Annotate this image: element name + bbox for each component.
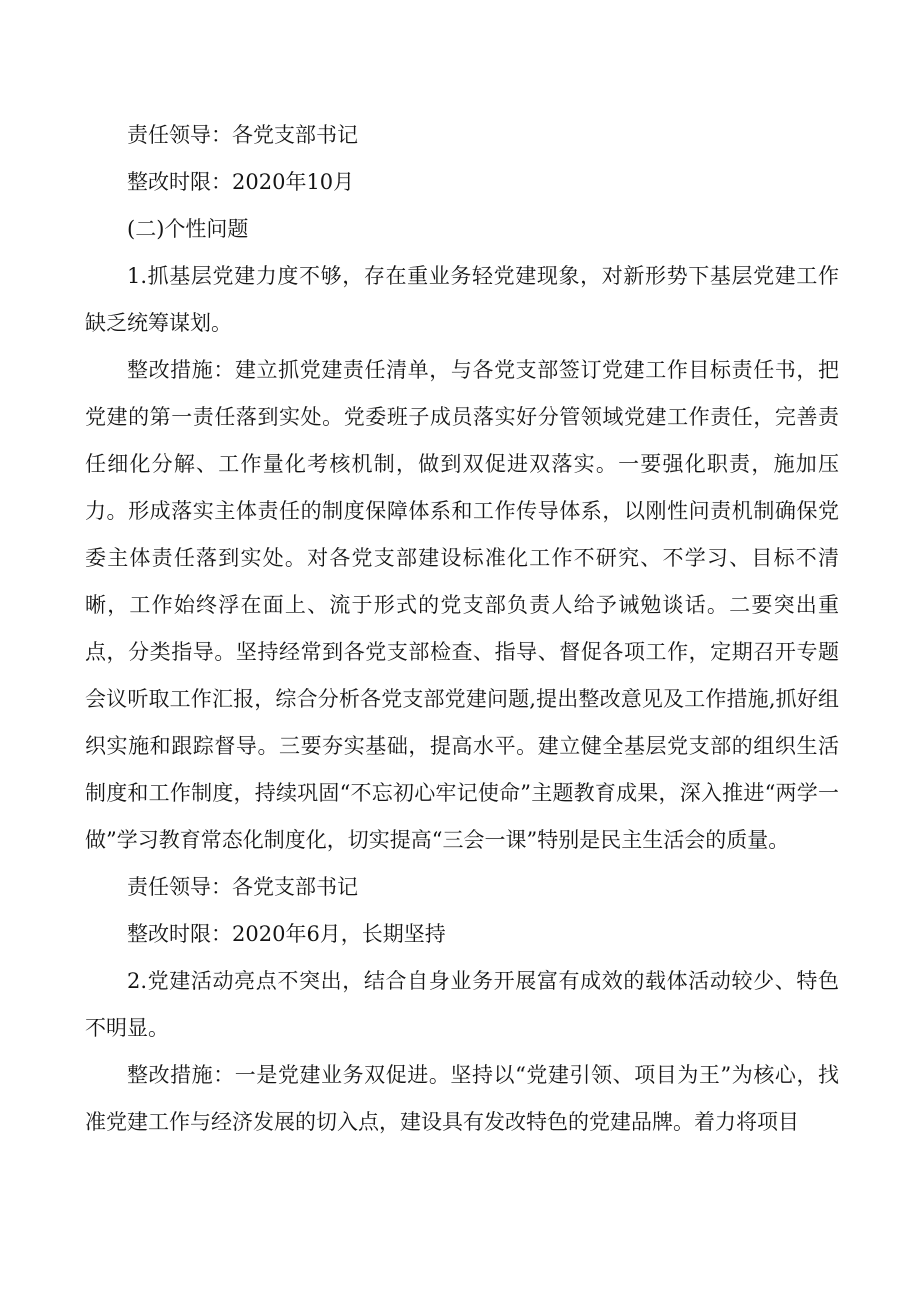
measures-1: 整改措施：建立抓党建责任清单，与各党支部签订党建工作目标责任书，把党建的第一责任落到实处。党委班子成员落实好分管领域党建工作责任，完善责任细化分解、工作量化考核机制，做到双促进双落实。一要强化职责，施加压力。形成落实主体责任的制度保障体系和工作传导体系，以刚性问责机制确保党委主体责任落到实处。对各党支部建设标准化工作不研究、不学习、目标不清晰，工作始终浮在面上、流于形式的党支部负责人给予诫勉谈话。二要突出重点，分类指导。坚持经常到各党支部检查、指导、督促各项工作，定期召开专题会议听取工作汇报，综合分析各党支部党建问题,提出整改意见及工作措施,抓好组织实施和跟踪督导。三要夯实基础，提高水平。建立健全基层党支部的组织生活制度和工作制度，持续巩固“不忘初心牢记使命”主题教育成果，深入推进“两学一做”学习教育常态化制度化，切实提高“三会一课”特别是民主生活会的质量。 (85, 358, 839, 852)
issue-1: 1.抓基层党建力度不够，存在重业务轻党建现象，对新形势下基层党建工作缺乏统筹谋划。 (85, 264, 839, 335)
deadline-line: 整改时限：2020年10月 (127, 170, 355, 194)
responsible-leader-line: 责任领导：各党支部书记 (127, 123, 358, 147)
document-page (85, 112, 839, 1146)
section-heading: (二)个性问题 (127, 217, 249, 241)
measures-2: 整改措施：一是党建业务双促进。坚持以“党建引领、项目为王”为核心，找准党建工作与经济发展的切入点，建设具有发改特色的党建品牌。着力将项目 (85, 1063, 839, 1134)
issue-2: 2.党建活动亮点不突出，结合自身业务开展富有成效的载体活动较少、特色不明显。 (85, 969, 839, 1040)
deadline-line: 整改时限：2020年6月，长期坚持 (127, 922, 446, 946)
responsible-leader-line: 责任领导：各党支部书记 (127, 875, 358, 899)
